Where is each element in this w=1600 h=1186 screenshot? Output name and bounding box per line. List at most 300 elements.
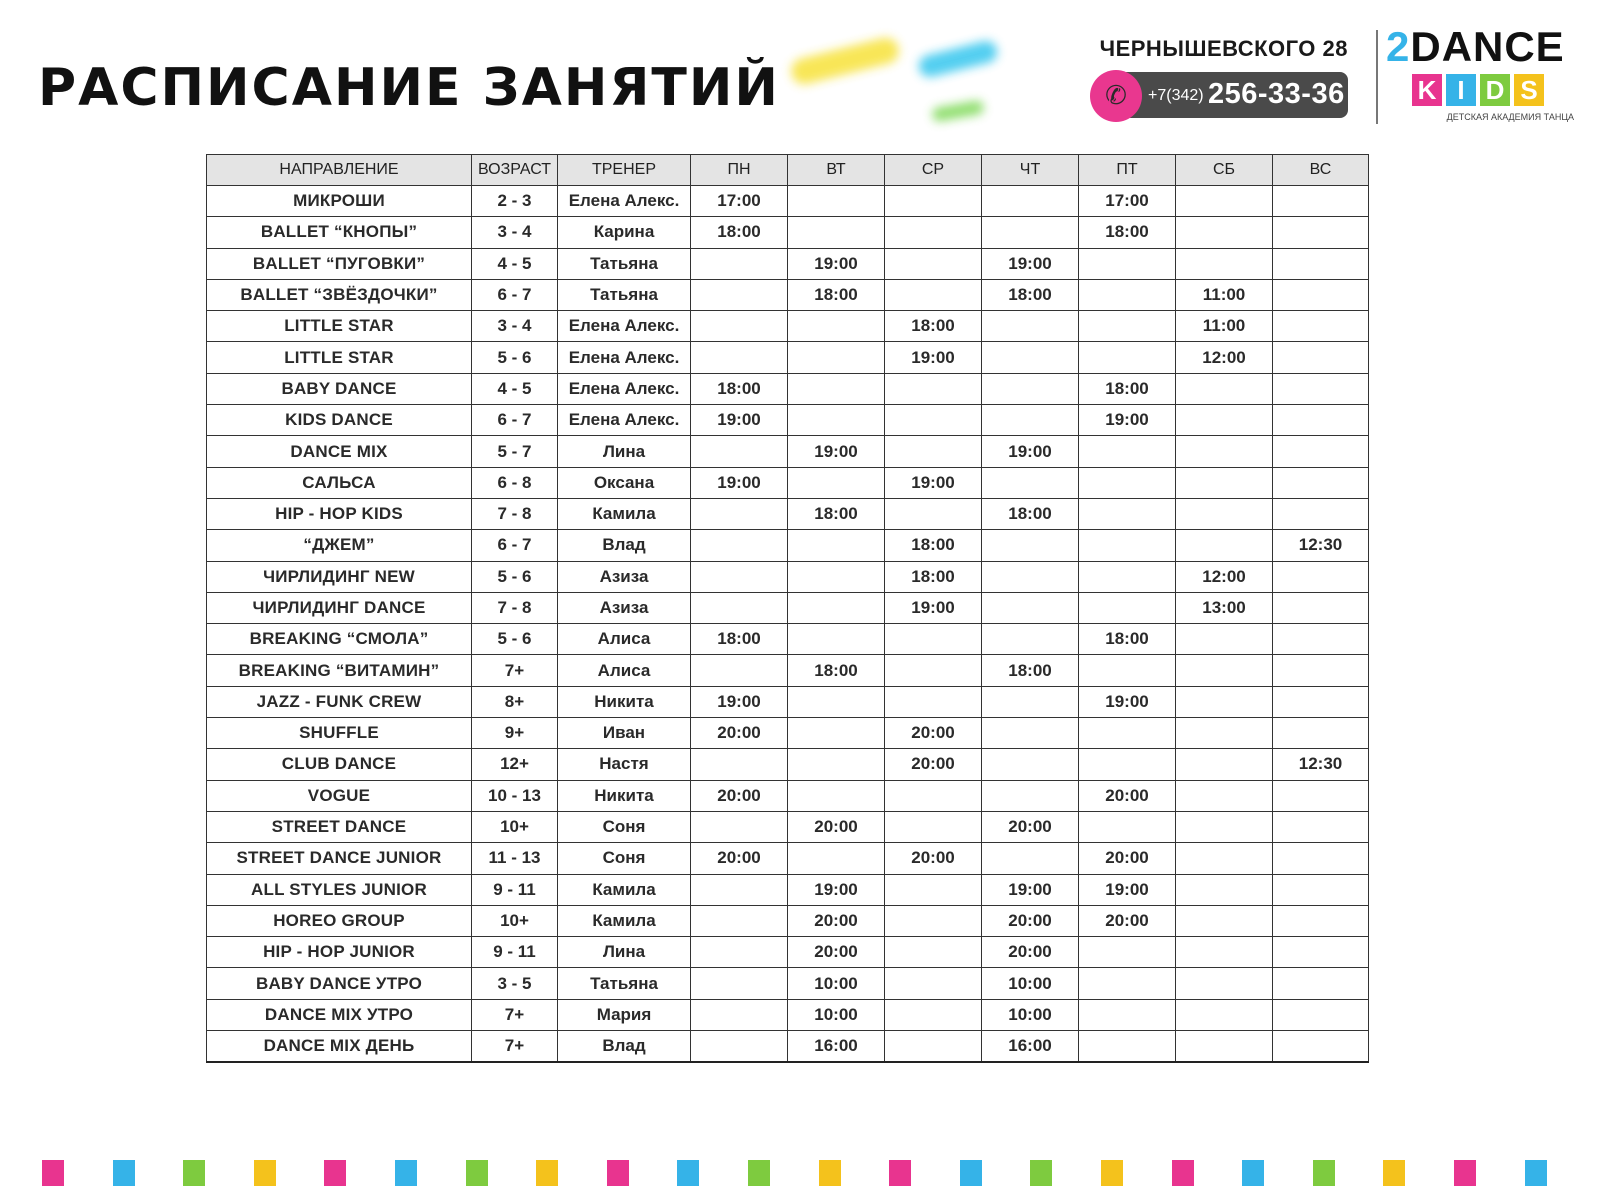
table-row — [207, 780, 1369, 811]
time-cell — [691, 561, 788, 592]
age-cell: 4 - 5 — [472, 248, 558, 279]
time-cell: 20:00 — [691, 843, 788, 874]
footer-color-square — [819, 1160, 841, 1186]
time-cell — [691, 749, 788, 780]
decorative-brush-stroke — [917, 39, 1000, 80]
column-header: СР — [885, 155, 982, 186]
time-cell — [788, 186, 885, 217]
time-cell — [1079, 498, 1176, 529]
time-cell — [1273, 655, 1369, 686]
time-cell: 20:00 — [982, 937, 1079, 968]
time-cell — [1079, 530, 1176, 561]
time-cell — [691, 655, 788, 686]
time-cell: 10:00 — [788, 968, 885, 999]
time-cell — [1079, 561, 1176, 592]
class-direction-cell: HOREO GROUP — [207, 905, 472, 936]
coach-cell: Камила — [558, 874, 691, 905]
time-cell: 12:00 — [1176, 342, 1273, 373]
time-cell — [885, 217, 982, 248]
coach-cell: Карина — [558, 217, 691, 248]
time-cell — [1079, 467, 1176, 498]
time-cell — [1273, 311, 1369, 342]
class-direction-cell: DANCE MIX — [207, 436, 472, 467]
table-row — [207, 624, 1369, 655]
age-cell: 2 - 3 — [472, 186, 558, 217]
table-row — [207, 905, 1369, 936]
time-cell — [1273, 624, 1369, 655]
age-cell: 5 - 7 — [472, 436, 558, 467]
page-title: РАСПИСАНИЕ ЗАНЯТИЙ — [38, 58, 780, 118]
time-cell — [885, 279, 982, 310]
phone-number: 256-33-36 — [1208, 78, 1345, 110]
time-cell: 16:00 — [788, 1031, 885, 1063]
time-cell — [1273, 999, 1369, 1030]
footer-color-square — [1525, 1160, 1547, 1186]
time-cell: 19:00 — [1079, 405, 1176, 436]
table-row — [207, 405, 1369, 436]
footer-color-square — [1313, 1160, 1335, 1186]
time-cell: 19:00 — [982, 436, 1079, 467]
class-direction-cell: LITTLE STAR — [207, 342, 472, 373]
age-cell: 9+ — [472, 718, 558, 749]
time-cell — [788, 686, 885, 717]
class-direction-cell: BALLET “ПУГОВКИ” — [207, 248, 472, 279]
time-cell — [691, 968, 788, 999]
footer-color-square — [748, 1160, 770, 1186]
time-cell: 18:00 — [982, 279, 1079, 310]
time-cell — [1273, 217, 1369, 248]
time-cell — [1273, 498, 1369, 529]
time-cell: 18:00 — [691, 217, 788, 248]
age-cell: 7+ — [472, 1031, 558, 1063]
time-cell — [1079, 248, 1176, 279]
footer-color-square — [1172, 1160, 1194, 1186]
time-cell — [1273, 811, 1369, 842]
time-cell — [1273, 248, 1369, 279]
time-cell — [1273, 874, 1369, 905]
time-cell — [691, 342, 788, 373]
time-cell: 10:00 — [788, 999, 885, 1030]
class-direction-cell: ЧИРЛИДИНГ NEW — [207, 561, 472, 592]
time-cell: 18:00 — [885, 530, 982, 561]
time-cell — [1176, 1031, 1273, 1063]
age-cell: 4 - 5 — [472, 373, 558, 404]
logo-letter: D — [1480, 74, 1510, 106]
time-cell — [1273, 561, 1369, 592]
time-cell: 10:00 — [982, 968, 1079, 999]
table-header-row — [207, 155, 1369, 186]
time-cell — [982, 186, 1079, 217]
time-cell — [1079, 999, 1176, 1030]
time-cell: 18:00 — [1079, 373, 1176, 404]
time-cell — [691, 999, 788, 1030]
time-cell: 17:00 — [1079, 186, 1176, 217]
age-cell: 6 - 7 — [472, 530, 558, 561]
time-cell — [1079, 655, 1176, 686]
time-cell: 16:00 — [982, 1031, 1079, 1063]
time-cell — [982, 530, 1079, 561]
time-cell — [885, 686, 982, 717]
coach-cell: Никита — [558, 686, 691, 717]
time-cell: 19:00 — [885, 342, 982, 373]
coach-cell: Азиза — [558, 592, 691, 623]
footer-color-square — [1030, 1160, 1052, 1186]
time-cell — [1176, 248, 1273, 279]
time-cell: 20:00 — [1079, 780, 1176, 811]
time-cell — [1079, 968, 1176, 999]
time-cell: 19:00 — [1079, 686, 1176, 717]
time-cell — [1079, 279, 1176, 310]
class-direction-cell: HIP - HOP KIDS — [207, 498, 472, 529]
time-cell — [1273, 436, 1369, 467]
table-row — [207, 592, 1369, 623]
footer-color-square — [536, 1160, 558, 1186]
time-cell — [788, 718, 885, 749]
class-direction-cell: “ДЖЕМ” — [207, 530, 472, 561]
table-row — [207, 467, 1369, 498]
brand-logo — [1386, 23, 1565, 70]
coach-cell: Соня — [558, 843, 691, 874]
time-cell — [1176, 436, 1273, 467]
time-cell: 17:00 — [691, 186, 788, 217]
time-cell — [1273, 780, 1369, 811]
coach-cell: Лина — [558, 937, 691, 968]
footer-color-square — [113, 1160, 135, 1186]
time-cell — [1079, 342, 1176, 373]
time-cell — [982, 592, 1079, 623]
time-cell — [982, 311, 1079, 342]
footer-color-square — [960, 1160, 982, 1186]
time-cell — [885, 905, 982, 936]
class-direction-cell: VOGUE — [207, 780, 472, 811]
coach-cell: Настя — [558, 749, 691, 780]
time-cell: 19:00 — [691, 686, 788, 717]
time-cell: 18:00 — [1079, 624, 1176, 655]
class-direction-cell: BREAKING “ВИТАМИН” — [207, 655, 472, 686]
time-cell: 19:00 — [788, 248, 885, 279]
time-cell — [1273, 843, 1369, 874]
time-cell: 20:00 — [885, 718, 982, 749]
time-cell: 18:00 — [982, 498, 1079, 529]
time-cell: 20:00 — [982, 811, 1079, 842]
logo-kids-letters — [1412, 74, 1544, 106]
time-cell — [885, 248, 982, 279]
footer-color-square — [183, 1160, 205, 1186]
time-cell — [1176, 624, 1273, 655]
schedule-table — [206, 154, 1369, 1063]
time-cell — [788, 373, 885, 404]
logo-word: DANCE — [1410, 23, 1565, 70]
age-cell: 6 - 8 — [472, 467, 558, 498]
footer-color-square — [254, 1160, 276, 1186]
time-cell — [788, 530, 885, 561]
time-cell — [691, 937, 788, 968]
time-cell — [1079, 811, 1176, 842]
age-cell: 10+ — [472, 905, 558, 936]
time-cell: 12:00 — [1176, 561, 1273, 592]
time-cell — [1273, 342, 1369, 373]
time-cell — [1176, 968, 1273, 999]
coach-cell: Елена Алекс. — [558, 186, 691, 217]
time-cell: 11:00 — [1176, 279, 1273, 310]
time-cell — [1273, 405, 1369, 436]
column-header: СБ — [1176, 155, 1273, 186]
decorative-brush-stroke — [788, 35, 901, 87]
time-cell — [788, 624, 885, 655]
time-cell — [885, 811, 982, 842]
column-header: ПТ — [1079, 155, 1176, 186]
age-cell: 3 - 5 — [472, 968, 558, 999]
class-direction-cell: STREET DANCE — [207, 811, 472, 842]
class-direction-cell: KIDS DANCE — [207, 405, 472, 436]
time-cell — [982, 843, 1079, 874]
footer-color-square — [466, 1160, 488, 1186]
time-cell: 19:00 — [1079, 874, 1176, 905]
time-cell: 20:00 — [885, 749, 982, 780]
table-row — [207, 279, 1369, 310]
coach-cell: Елена Алекс. — [558, 342, 691, 373]
table-row — [207, 373, 1369, 404]
header-divider — [1376, 30, 1378, 124]
age-cell: 9 - 11 — [472, 874, 558, 905]
coach-cell: Елена Алекс. — [558, 373, 691, 404]
time-cell — [1176, 749, 1273, 780]
class-direction-cell: BREAKING “СМОЛА” — [207, 624, 472, 655]
table-row — [207, 530, 1369, 561]
class-direction-cell: ЧИРЛИДИНГ DANCE — [207, 592, 472, 623]
time-cell — [691, 248, 788, 279]
class-direction-cell: ALL STYLES JUNIOR — [207, 874, 472, 905]
coach-cell: Елена Алекс. — [558, 311, 691, 342]
time-cell — [1273, 592, 1369, 623]
time-cell — [885, 968, 982, 999]
table-row — [207, 843, 1369, 874]
time-cell — [982, 217, 1079, 248]
time-cell: 18:00 — [691, 624, 788, 655]
time-cell — [885, 186, 982, 217]
time-cell — [982, 561, 1079, 592]
time-cell: 18:00 — [691, 373, 788, 404]
time-cell — [1273, 279, 1369, 310]
time-cell — [1273, 905, 1369, 936]
footer-color-square — [42, 1160, 64, 1186]
table-row — [207, 217, 1369, 248]
coach-cell: Алиса — [558, 655, 691, 686]
time-cell — [982, 342, 1079, 373]
time-cell — [1176, 405, 1273, 436]
time-cell — [885, 999, 982, 1030]
age-cell: 6 - 7 — [472, 279, 558, 310]
class-direction-cell: BALLET “ЗВЁЗДОЧКИ” — [207, 279, 472, 310]
coach-cell: Влад — [558, 530, 691, 561]
coach-cell: Лина — [558, 436, 691, 467]
age-cell: 7 - 8 — [472, 498, 558, 529]
time-cell: 11:00 — [1176, 311, 1273, 342]
age-cell: 5 - 6 — [472, 561, 558, 592]
coach-cell: Никита — [558, 780, 691, 811]
time-cell — [691, 436, 788, 467]
age-cell: 7 - 8 — [472, 592, 558, 623]
time-cell — [1079, 592, 1176, 623]
time-cell — [1176, 843, 1273, 874]
time-cell — [885, 655, 982, 686]
time-cell — [1079, 937, 1176, 968]
coach-cell: Иван — [558, 718, 691, 749]
footer-color-square — [889, 1160, 911, 1186]
time-cell — [788, 217, 885, 248]
time-cell — [1176, 498, 1273, 529]
age-cell: 10 - 13 — [472, 780, 558, 811]
time-cell — [691, 530, 788, 561]
table-row — [207, 718, 1369, 749]
time-cell: 18:00 — [788, 279, 885, 310]
table-row — [207, 999, 1369, 1030]
time-cell — [691, 498, 788, 529]
time-cell: 20:00 — [788, 905, 885, 936]
decorative-brush-stroke — [931, 100, 985, 123]
time-cell — [982, 624, 1079, 655]
column-header: ЧТ — [982, 155, 1079, 186]
age-cell: 3 - 4 — [472, 217, 558, 248]
phone-badge — [1114, 72, 1348, 118]
class-direction-cell: BALLET “КНОПЫ” — [207, 217, 472, 248]
time-cell: 19:00 — [788, 874, 885, 905]
time-cell — [1273, 467, 1369, 498]
time-cell — [885, 937, 982, 968]
time-cell — [1176, 217, 1273, 248]
class-direction-cell: SHUFFLE — [207, 718, 472, 749]
time-cell — [788, 592, 885, 623]
time-cell: 20:00 — [691, 718, 788, 749]
coach-cell: Татьяна — [558, 968, 691, 999]
time-cell — [885, 1031, 982, 1063]
time-cell: 19:00 — [691, 405, 788, 436]
time-cell — [885, 498, 982, 529]
time-cell — [1176, 780, 1273, 811]
footer-color-square — [1242, 1160, 1264, 1186]
time-cell: 20:00 — [788, 937, 885, 968]
table-row — [207, 874, 1369, 905]
class-direction-cell: DANCE MIX УТРО — [207, 999, 472, 1030]
time-cell: 18:00 — [1079, 217, 1176, 248]
column-header: ПН — [691, 155, 788, 186]
time-cell — [1176, 655, 1273, 686]
time-cell — [1273, 373, 1369, 404]
time-cell — [1079, 436, 1176, 467]
logo-letter: K — [1412, 74, 1442, 106]
table-row — [207, 311, 1369, 342]
time-cell: 12:30 — [1273, 530, 1369, 561]
age-cell: 11 - 13 — [472, 843, 558, 874]
time-cell — [982, 749, 1079, 780]
coach-cell: Елена Алекс. — [558, 405, 691, 436]
class-direction-cell: САЛЬСА — [207, 467, 472, 498]
time-cell — [1079, 718, 1176, 749]
time-cell — [885, 436, 982, 467]
time-cell: 19:00 — [982, 874, 1079, 905]
time-cell — [1079, 1031, 1176, 1063]
table-row — [207, 436, 1369, 467]
time-cell — [1176, 530, 1273, 561]
time-cell: 20:00 — [691, 780, 788, 811]
time-cell — [1079, 749, 1176, 780]
age-cell: 7+ — [472, 999, 558, 1030]
age-cell: 6 - 7 — [472, 405, 558, 436]
footer-color-square — [677, 1160, 699, 1186]
class-direction-cell: МИКРОШИ — [207, 186, 472, 217]
age-cell: 12+ — [472, 749, 558, 780]
coach-cell: Камила — [558, 905, 691, 936]
time-cell — [788, 342, 885, 373]
time-cell — [691, 279, 788, 310]
logo-letter: I — [1446, 74, 1476, 106]
time-cell: 13:00 — [1176, 592, 1273, 623]
footer-color-square — [1383, 1160, 1405, 1186]
time-cell — [1176, 718, 1273, 749]
time-cell — [1176, 373, 1273, 404]
time-cell — [885, 373, 982, 404]
time-cell — [885, 780, 982, 811]
time-cell: 18:00 — [885, 561, 982, 592]
time-cell — [885, 624, 982, 655]
coach-cell: Влад — [558, 1031, 691, 1063]
time-cell: 19:00 — [788, 436, 885, 467]
table-row — [207, 686, 1369, 717]
time-cell: 20:00 — [1079, 843, 1176, 874]
coach-cell: Соня — [558, 811, 691, 842]
coach-cell: Оксана — [558, 467, 691, 498]
class-direction-cell: HIP - HOP JUNIOR — [207, 937, 472, 968]
time-cell — [788, 311, 885, 342]
class-direction-cell: BABY DANCE — [207, 373, 472, 404]
time-cell — [691, 811, 788, 842]
time-cell: 20:00 — [1079, 905, 1176, 936]
time-cell: 18:00 — [788, 655, 885, 686]
table-row — [207, 186, 1369, 217]
table-row — [207, 561, 1369, 592]
time-cell — [982, 373, 1079, 404]
time-cell — [788, 749, 885, 780]
table-row — [207, 498, 1369, 529]
table-row — [207, 749, 1369, 780]
class-direction-cell: STREET DANCE JUNIOR — [207, 843, 472, 874]
column-header: ВТ — [788, 155, 885, 186]
footer-color-square — [395, 1160, 417, 1186]
column-header: ВОЗРАСТ — [472, 155, 558, 186]
time-cell: 18:00 — [982, 655, 1079, 686]
coach-cell: Азиза — [558, 561, 691, 592]
class-direction-cell: BABY DANCE УТРО — [207, 968, 472, 999]
time-cell — [1176, 937, 1273, 968]
age-cell: 10+ — [472, 811, 558, 842]
time-cell — [1273, 968, 1369, 999]
time-cell — [1273, 186, 1369, 217]
time-cell: 10:00 — [982, 999, 1079, 1030]
time-cell — [1273, 1031, 1369, 1063]
coach-cell: Камила — [558, 498, 691, 529]
time-cell — [691, 311, 788, 342]
table-row — [207, 655, 1369, 686]
time-cell: 19:00 — [691, 467, 788, 498]
logo-digit: 2 — [1386, 23, 1411, 70]
class-direction-cell: DANCE MIX ДЕНЬ — [207, 1031, 472, 1063]
table-row — [207, 968, 1369, 999]
coach-cell: Алиса — [558, 624, 691, 655]
time-cell — [982, 780, 1079, 811]
class-direction-cell: JAZZ - FUNK CREW — [207, 686, 472, 717]
time-cell: 20:00 — [788, 811, 885, 842]
time-cell — [1273, 937, 1369, 968]
